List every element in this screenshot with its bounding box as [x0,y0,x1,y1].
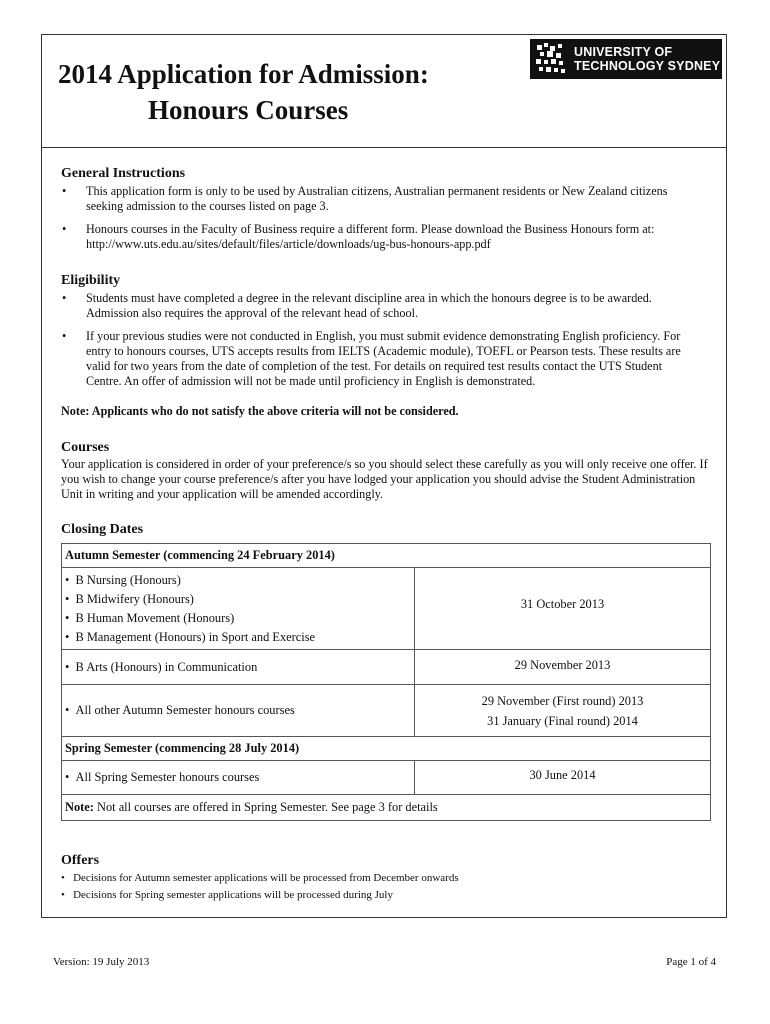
list-item: • Honours courses in the Faculty of Business require a different form. Please download the Business Honours form at: http://www.uts.edu.au/sites/default/files/article/downloads/ug-bus-honours-app.pdf [61,222,691,252]
courses-heading: Courses [61,440,110,455]
list-item: • B Nursing (Honours) [65,571,411,590]
closing-date-cell: 31 October 2013 [415,568,711,650]
version-label: Version: 19 July 2013 [53,956,150,968]
table-row [62,544,711,568]
spring-semester-header: Spring Semester (commencing 28 July 2014) [62,737,711,761]
table-row [62,737,711,761]
general-instructions-heading: General Instructions [61,166,186,181]
list-item: • All Spring Semester honours courses [65,768,411,787]
closing-date-cell: 30 June 2014 [415,761,711,795]
list-item: • If your previous studies were not conducted in English, you must submit evidence demonstrating English proficiency. For entry to honours courses, UTS accepts results from IELTS (Academic module), TOEFL or Pearson tests. These results are valid for two years from the date of completion of the test. For details on required test results contact the UTS Student Centre. An offer of admission will not be made until proficiency in English is demonstrated. [61,329,691,389]
eligibility-list [61,291,691,389]
list-item: • Decisions for Spring semester applications will be processed during July [61,887,459,904]
table-row [62,795,711,821]
autumn-course-list [65,571,411,647]
list-item: • B Management (Honours) in Sport and Exercise [65,628,411,647]
table-row [62,568,711,650]
offers-list [61,870,459,904]
list-item: • B Human Movement (Honours) [65,609,411,628]
table-cell [62,761,415,795]
eligibility-heading: Eligibility [61,273,121,288]
note-label: Note: [65,800,94,814]
header [42,35,726,148]
courses-text: Your application is considered in order of your preference/s so you should select these carefully as you will only receive one offer. If you wish to change your course preference/s after you have lodged your application you should advise the Student Administration Unit in writing and your application will be amended accordingly. [61,457,708,501]
closing-dates-note [62,795,711,821]
logo-text-line1: UNIVERSITY OF [574,45,673,59]
list-item: • Students must have completed a degree in the relevant discipline area in which the honours degree is to be awarded. Admission also requires the approval of the relevant head of school. [61,291,691,321]
general-instructions-list [61,184,691,252]
table-cell [62,650,415,685]
eligibility-note: Note: Applicants who do not satisfy the above criteria will not be considered. [61,404,459,418]
list-item: • This application form is only to be used by Australian citizens, Australian permanent residents or New Zealand citizens seeking admission to the courses listed on page 3. [61,184,691,214]
table-cell [62,685,415,737]
table-row [62,685,711,737]
final-round-date: 31 January (Final round) 2014 [487,713,638,728]
uts-crest-icon [534,42,568,76]
autumn-semester-header: Autumn Semester (commencing 24 February 2014) [62,544,711,568]
closing-date-cell: 29 November 2013 [415,650,711,685]
table-row [62,761,711,795]
closing-dates-table [61,543,711,821]
uts-logo [530,39,722,79]
list-item: • B Midwifery (Honours) [65,590,411,609]
closing-dates-heading: Closing Dates [61,522,144,537]
list-item: • Decisions for Autumn semester applications will be processed from December onwards [61,870,459,887]
list-item: • B Arts (Honours) in Communication [65,658,411,677]
list-item: • All other Autumn Semester honours courses [65,701,411,720]
form-frame [41,34,727,918]
table-cell [62,568,415,650]
closing-date-cell [415,685,711,737]
offers-heading: Offers [61,853,100,868]
page-title-line1: 2014 Application for Admission: [58,59,429,89]
note-text: Not all courses are offered in Spring Semester. See page 3 for details [93,800,438,814]
table-row [62,650,711,685]
logo-text-line2: TECHNOLOGY SYDNEY [574,59,721,73]
first-round-date: 29 November (First round) 2013 [481,693,644,708]
page-title-line2: Honours Courses [148,95,349,125]
page-number: Page 1 of 4 [666,956,716,968]
